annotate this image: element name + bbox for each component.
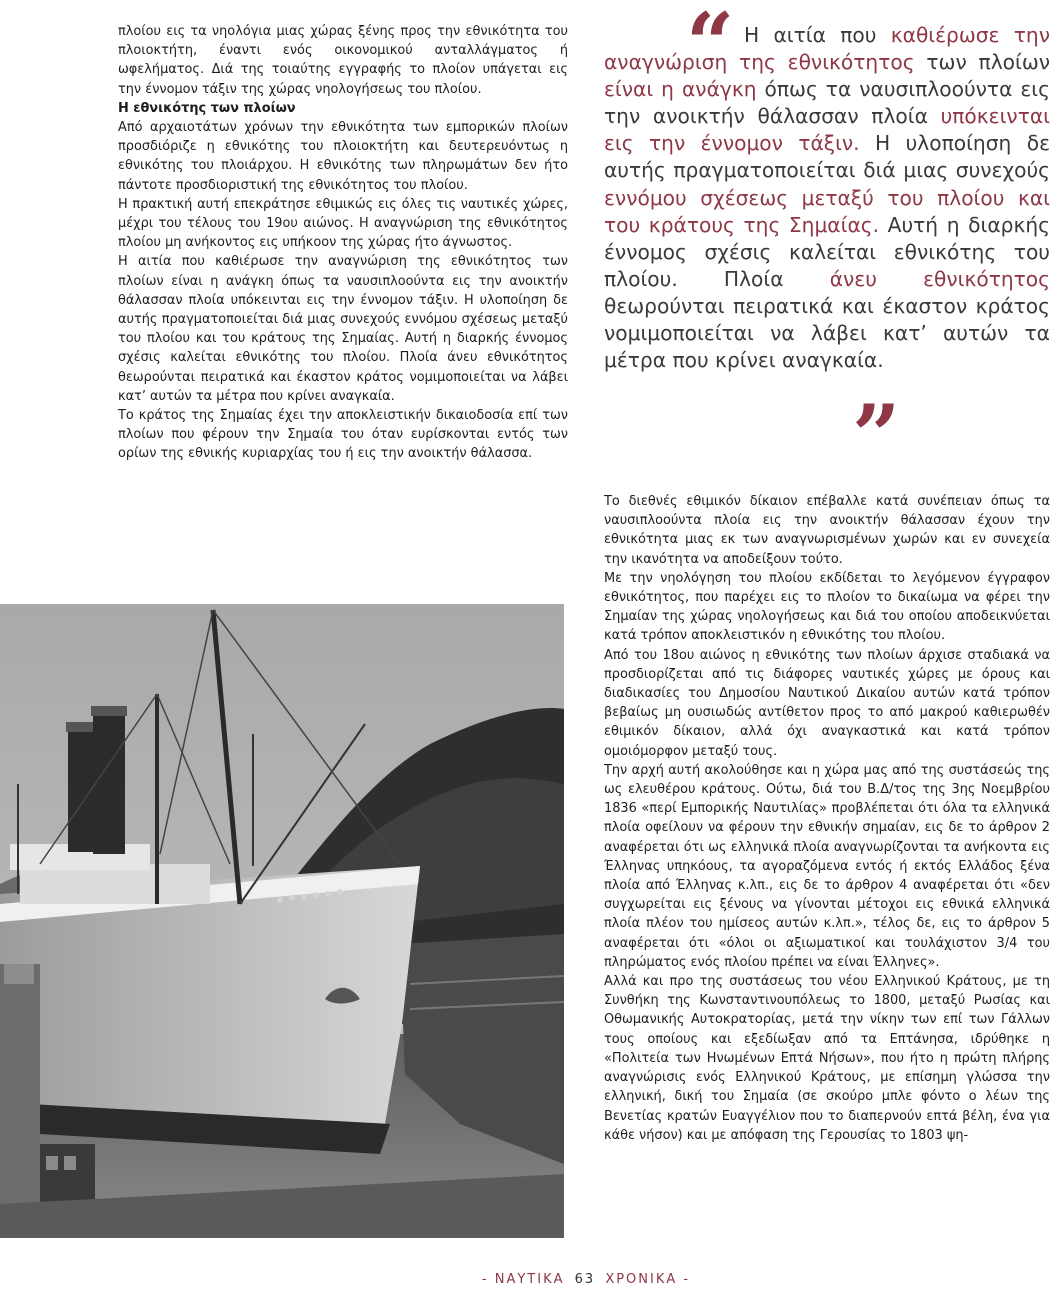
- left-column: [118, 22, 568, 464]
- pull-quote-highlight: υπόκεινται εις την έννομον τάξιν.: [604, 104, 1050, 156]
- pull-quote-segment: όπως τα ναυσιπλοούντα εις την ανοικτήν θάλασσαν πλοία: [604, 77, 1050, 129]
- pull-quote-highlight: άνευ εθνικότητος: [829, 266, 1050, 291]
- left-paragraph-4: Η αιτία που καθιέρωσε την αναγνώριση της εθνικότητος των πλοίων είναι η ανάγκη όπως τα ναυσιπλοούντα εις την ανοικτήν θάλασσαν πλοία υπόκεινται εις την έννομον τάξιν. Η υλοποίηση δε αυτής πραγματοποιείται διά μιας συνεχούς εννόμου σχέσεως μεταξύ του πλοίου και του κράτους της Σημαίας. Αυτή η διαρκής έννομος σχέσις καλείται εθνικότης του πλοίου. Πλοία άνευ εθνικότητος θεωρούνται πειρατικά και έκαστον κράτος νομιμοποιείται να λάβει κατ’ αυτών τα μέτρα που κρίνει αναγκαία.: [118, 254, 568, 404]
- left-paragraph-5: Το κράτος της Σημαίας έχει την αποκλειστικήν δικαιοδοσία επί των πλοίων που φέρουν την Σημαία του όταν ευρίσκονται εντός των ορίων της εθνικής κυριαρχίας του ή εις την ανοικτήν θάλασσα.: [118, 408, 568, 462]
- ship-illustration: [0, 604, 564, 1238]
- open-quote-mark: “: [686, 0, 735, 93]
- pull-quote-text: [604, 22, 1050, 374]
- footer-magazine-right: ΧΡΟΝΙΚΑ -: [605, 1272, 691, 1287]
- page-number: 63: [574, 1272, 596, 1287]
- close-quote-mark: ”: [852, 386, 901, 485]
- right-paragraph-5: Αλλά και προ της συστάσεως του νέου Ελληνικού Κράτους, με τη Συνθήκη της Κωνσταντινουπόλεως το 1800, μεταξύ Ρωσίας και Οθωμανικής Αυτοκρατορίας, μετά την νίκην των επί των Γάλλων τους οποίους και εξεδίωξαν από τα Επτάνησα, ιδρύθηκε η «Πολιτεία των Ηνωμένων Επτά Νήσων», που ήτο η πρώτη πλήρης αναγνώρισις ενός Ελληνικού Κράτους, με επίσημη γλώσσα την ελληνική, δική του Σημαία (σε σκούρο μπλε φόντο ο λέων της Βενετίας κρατών Ευαγγέλιον που το διαπερνούν επτά βέλη, ένα για κάθε νήσον) και με απόφαση της Γερουσίας το 1803 ψη-: [604, 974, 1050, 1143]
- pull-quote-segment: Η αιτία που: [744, 23, 891, 47]
- pull-quote-highlight: είναι η ανάγκη: [604, 77, 757, 102]
- section-heading: Η εθνικότης των πλοίων: [118, 100, 296, 116]
- right-paragraph-2: Με την νηολόγηση του πλοίου εκδίδεται το λεγόμενον έγγραφον εθνικότητος, που παρέχει εις το πλοίον το δικαίωμα να φέρει την Σημαίαν της χώρας νηολογήσεως και διά του οποίου αποδεικνύεται κατά τρόπον αποκλειστικόν η εθνικότης του πλοίου.: [604, 570, 1050, 644]
- page-footer: [0, 1272, 1052, 1287]
- left-paragraph-3: Η πρακτική αυτή επεκράτησε εθιμικώς εις όλες τις ναυτικές χώρες, μέχρι του τέλους του 19ου αιώνος. Η αναγνώριση της εθνικότητος πλοίου μη ανήκοντος εις υπήκοον της χώρας ήτο άγνωστος.: [118, 196, 568, 251]
- right-paragraph-4: Την αρχή αυτή ακολούθησε και η χώρα μας από της συστάσεώς της ως ελευθέρου κράτους. Ούτω, διά του Β.Δ/τος της 3ης Νοεμβρίου 1836 «περί Εμπορικής Ναυτιλίας» προβλέπεται ότι όλα τα ελληνικά πλοία οφείλουν να φέρουν την εθνικήν σημαίαν, εις δε το άρθρον 2 αναφέρεται ότι ως ελληνικά πλοία αναγνωρίζονται τα ανήκοντα εις Έλληνας υπηκόους, τα αγοραζόμενα εντός ή εκτός Ελλάδος ξένα πλοία από Έλληνας κ.λπ., εις δε το άρθρον 4 αναφέρεται ότι «δεν συγχωρείται εις ξένους να γίνονται μέτοχοι εις εθνικά ελληνικά πλοία πλέον του ημίσεος αυτών κ.λπ.», τέλος δε, εις το άρθρον 5 αναφέρεται ότι «όλοι οι αξιωματικοί και τουλάχιστον 3/4 του πληρώματος ενός πλοίου πρέπει να είναι Έλληνες».: [604, 762, 1050, 970]
- pull-quote-segment: θεωρούνται πειρατικά και έκαστον κράτος νομιμοποιείται να λάβει κατ’ αυτών τα μέτρα που κρίνει αναγκαία.: [604, 293, 1050, 373]
- right-paragraph-1: Το διεθνές εθιμικόν δίκαιον επέβαλλε κατά συνέπειαν όπως τα ναυσιπλοούντα πλοία εις την ανοικτήν θάλασσαν έχουν την εθνικότητα μιας εκ των αναγνωρισμένων χωρών και εν συνεχεία την ικανότητα να αποδείξουν τούτο.: [604, 494, 1050, 567]
- left-paragraph-1: πλοίου εις τα νηολόγια μιας χώρας ξένης προς την εθνικότητα του πλοιοκτήτη, έναντι ενός οικονομικού ανταλλάγματος ή ωφελήματος. Διά της τοιαύτης εγγραφής το πλοίον υπάγεται εις την έννομον τάξιν της χώρας νηολογήσεως του πλοίου.: [118, 24, 568, 97]
- footer-magazine-left: - ΝΑΥΤΙΚΑ: [481, 1272, 565, 1287]
- pull-quote-segment: Αυτή η διαρκής έννομος σχέσις καλείται εθνικότης του πλοίου. Πλοία: [604, 212, 1050, 291]
- right-paragraph-3: Από του 18ου αιώνος η εθνικότης των πλοίων άρχισε σταδιακά να προσδιορίζεται από τις διάφορες ναυτικές χώρες με όρους και διαδικασίες του Δημοσίου Ναυτικού Δικαίου αυτών κατά τρόπον βεβαίως μη ουσιωδώς αντίθετον προς το από μακρού καθιερωθέν εθιμικόν δίκαιον, αλλά όχι αναγκαστικά και κατά τρόπον ομοιόμορφον μεταξύ τους.: [604, 647, 1050, 759]
- ship-photo: [0, 604, 564, 1238]
- pull-quote-segment: Η υλοποίηση δε αυτής πραγματοποιείται διά μιας συνεχούς: [604, 131, 1050, 183]
- left-paragraph-2: Από αρχαιοτάτων χρόνων την εθνικότητα των εμπορικών πλοίων προσδιόριζε η εθνικότης του πλοιοκτήτη και δευτερευόντως η εθνικότης του πλοιάρχου. Η εθνικότης των πληρωμάτων δεν ήτο πάντοτε προσδιοριστική της εθνικότητος του πλοίου.: [118, 120, 568, 193]
- right-column: [604, 492, 1050, 1145]
- pull-quote-highlight: καθιέρωσε την αναγνώριση της εθνικότητος: [604, 23, 1050, 75]
- pull-quote-highlight: εννόμου σχέσεως μεταξύ του πλοίου και του κράτους της Σημαίας.: [604, 185, 1050, 237]
- pull-quote-segment: των πλοίων: [914, 50, 1051, 75]
